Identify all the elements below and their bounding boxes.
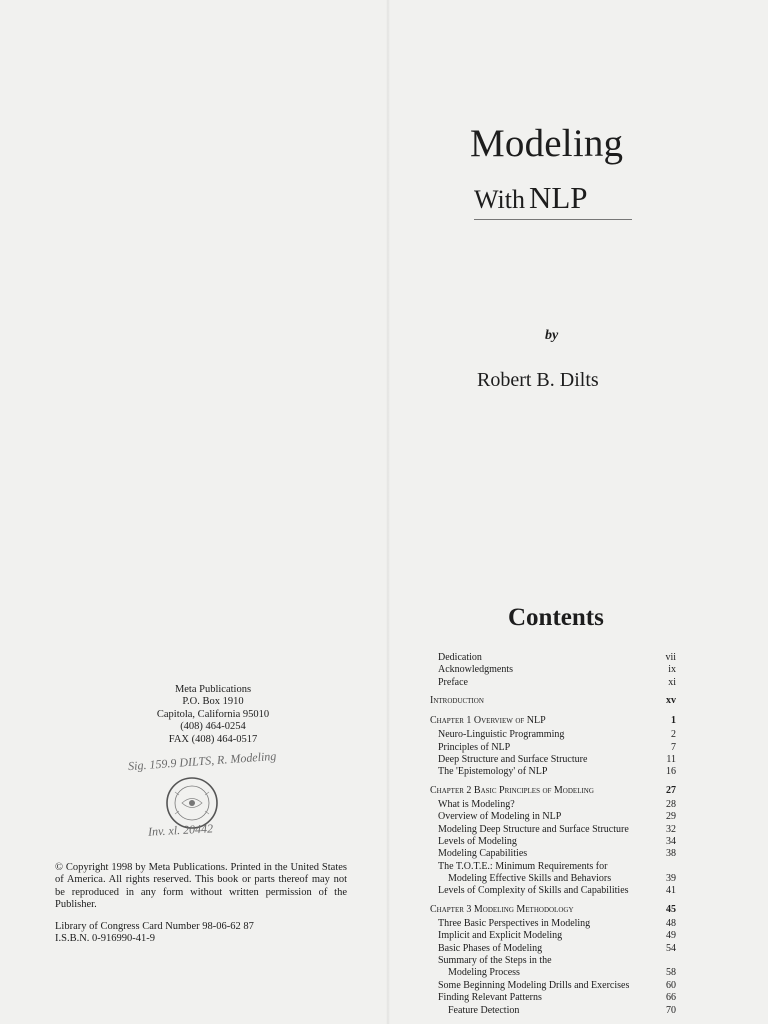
title-rule bbox=[474, 219, 632, 220]
toc-entry-title: Some Beginning Modeling Drills and Exercises bbox=[438, 979, 630, 991]
isbn: I.S.B.N. 0-916990-41-9 bbox=[55, 933, 156, 945]
toc-entry-title: Basic Phases of Modeling bbox=[438, 942, 543, 954]
toc-entry-page: 2 bbox=[671, 729, 676, 741]
toc-entry-page: 41 bbox=[666, 885, 676, 897]
toc-entry-page: 70 bbox=[666, 1004, 676, 1016]
toc-entry-title: Principles of NLP bbox=[438, 741, 511, 753]
toc-entry-page: 16 bbox=[666, 766, 676, 778]
toc-entry bbox=[430, 824, 684, 836]
toc-entry-page: 38 bbox=[666, 848, 676, 860]
toc-chapter bbox=[430, 715, 684, 729]
toc-entry-page: 1 bbox=[671, 715, 676, 727]
toc-entry-page: ix bbox=[668, 664, 676, 676]
toc-entry-page: 48 bbox=[666, 917, 676, 929]
toc-entry bbox=[430, 664, 684, 676]
toc-entry bbox=[430, 955, 684, 967]
toc-entry-title: Dedication bbox=[438, 652, 482, 663]
toc-entry bbox=[430, 811, 684, 823]
toc-entry bbox=[430, 873, 684, 885]
toc-entry bbox=[430, 930, 684, 942]
toc-entry-page: 58 bbox=[666, 967, 676, 979]
toc-entry bbox=[430, 885, 684, 897]
toc-entry-page: vii bbox=[665, 652, 676, 663]
handwritten-inventory-number: Inv. xl. 20442 bbox=[147, 821, 214, 839]
toc-entry bbox=[430, 677, 684, 689]
copyright-notice: © Copyright 1998 by Meta Publications. Printed in the United States of America. All rights reserved. This book or parts thereof may not be reproduced in any form without written permission of the Publisher. bbox=[55, 862, 347, 911]
publisher-line: P.O. Box 1910 bbox=[182, 696, 244, 708]
toc-entry-title: Summary of the Steps in the bbox=[438, 955, 552, 967]
toc-entry-title: Modeling Process bbox=[448, 967, 520, 979]
toc-entry-page: 60 bbox=[666, 979, 676, 991]
toc-entry-page: 11 bbox=[666, 753, 676, 765]
toc-entry bbox=[430, 729, 684, 741]
toc-entry bbox=[430, 799, 684, 811]
lccn: Library of Congress Card Number 98-06-62 87 bbox=[55, 921, 254, 932]
toc-entry bbox=[430, 1005, 684, 1017]
handwritten-call-number: Sig. 159.9 DILTS, R. Modeling bbox=[127, 748, 277, 774]
toc-entry bbox=[430, 754, 684, 766]
toc-entry-page: xi bbox=[668, 676, 676, 688]
toc-entry-page: 27 bbox=[666, 784, 676, 796]
toc-entry-title: Implicit and Explicit Modeling bbox=[438, 930, 563, 942]
toc-entry-title: Modeling Deep Structure and Surface Structure bbox=[438, 823, 629, 835]
toc-entry-page: 29 bbox=[666, 811, 676, 823]
toc-entry-title: Overview of Modeling in NLP bbox=[438, 811, 562, 823]
toc-entry-title: The 'Epistemology' of NLP bbox=[438, 766, 548, 778]
toc-chapter bbox=[430, 695, 684, 709]
toc-chapter bbox=[430, 904, 684, 918]
toc-entry-page: 39 bbox=[666, 873, 676, 885]
toc-entry-title: Modeling Effective Skills and Behaviors bbox=[448, 873, 612, 885]
library-info bbox=[55, 921, 347, 946]
publisher-line: Meta Publications bbox=[174, 684, 252, 695]
toc-entry-title: Feature Detection bbox=[448, 1004, 520, 1016]
toc-entry-title: Finding Relevant Patterns bbox=[438, 992, 542, 1004]
toc-entry-title: Chapter 2 Basic Principles of Modeling bbox=[430, 784, 594, 796]
toc-entry bbox=[430, 836, 684, 848]
toc-entry bbox=[430, 992, 684, 1004]
toc-entry bbox=[430, 766, 684, 778]
toc-entry bbox=[430, 861, 684, 873]
book-subtitle bbox=[474, 182, 588, 213]
book-spine bbox=[386, 0, 390, 1024]
subtitle-nlp: NLP bbox=[528, 180, 588, 215]
toc-entry-page: xv bbox=[666, 695, 676, 707]
toc-entry-page: 66 bbox=[666, 992, 676, 1004]
toc-entry-page: 45 bbox=[666, 903, 676, 915]
book-title: Modeling bbox=[470, 122, 624, 165]
toc-entry-page: 32 bbox=[666, 823, 676, 835]
toc-entry-title: Levels of Complexity of Skills and Capabilities bbox=[438, 885, 629, 897]
toc-entry-title: Acknowledgments bbox=[438, 664, 513, 676]
toc-entry-page: 49 bbox=[666, 930, 676, 942]
toc-entry bbox=[430, 943, 684, 955]
publisher-line: Capitola, California 95010 bbox=[156, 708, 270, 720]
toc-entry-page: 28 bbox=[666, 798, 676, 810]
toc-entry bbox=[430, 742, 684, 754]
toc-entry-title: Levels of Modeling bbox=[438, 835, 517, 847]
toc-entry-title: Three Basic Perspectives in Modeling bbox=[438, 917, 591, 929]
toc-entry bbox=[430, 918, 684, 930]
toc-entry-title: Introduction bbox=[430, 695, 484, 707]
toc-entry bbox=[430, 967, 684, 979]
toc-entry-title: Modeling Capabilities bbox=[438, 848, 528, 860]
publisher-line: (408) 464-0254 bbox=[180, 721, 246, 733]
publisher-address bbox=[108, 684, 318, 746]
toc-entry-title: The T.O.T.E.: Minimum Requirements for bbox=[438, 860, 608, 872]
toc-entry-title: Neuro-Linguistic Programming bbox=[438, 729, 565, 741]
toc-entry-title: Preface bbox=[438, 676, 468, 688]
toc-chapter bbox=[430, 785, 684, 799]
author-name: Robert B. Dilts bbox=[477, 369, 599, 391]
toc-entry-page: 54 bbox=[666, 942, 676, 954]
toc-entry bbox=[430, 980, 684, 992]
by-label: by bbox=[545, 328, 559, 343]
table-of-contents bbox=[430, 652, 684, 1017]
toc-entry-page: 7 bbox=[671, 741, 676, 753]
toc-entry-title: Chapter 1 Overview of NLP bbox=[430, 715, 546, 727]
contents-heading: Contents bbox=[508, 604, 604, 631]
toc-entry-title: Chapter 3 Modeling Methodology bbox=[430, 903, 574, 915]
toc-entry-title: Deep Structure and Surface Structure bbox=[438, 753, 588, 765]
toc-entry-title: What is Modeling? bbox=[438, 798, 515, 810]
subtitle-with: With bbox=[474, 185, 525, 214]
publisher-line: FAX (408) 464-0517 bbox=[168, 733, 258, 745]
toc-entry-page: 34 bbox=[666, 835, 676, 847]
toc-entry bbox=[430, 848, 684, 860]
toc-entry bbox=[430, 652, 684, 664]
